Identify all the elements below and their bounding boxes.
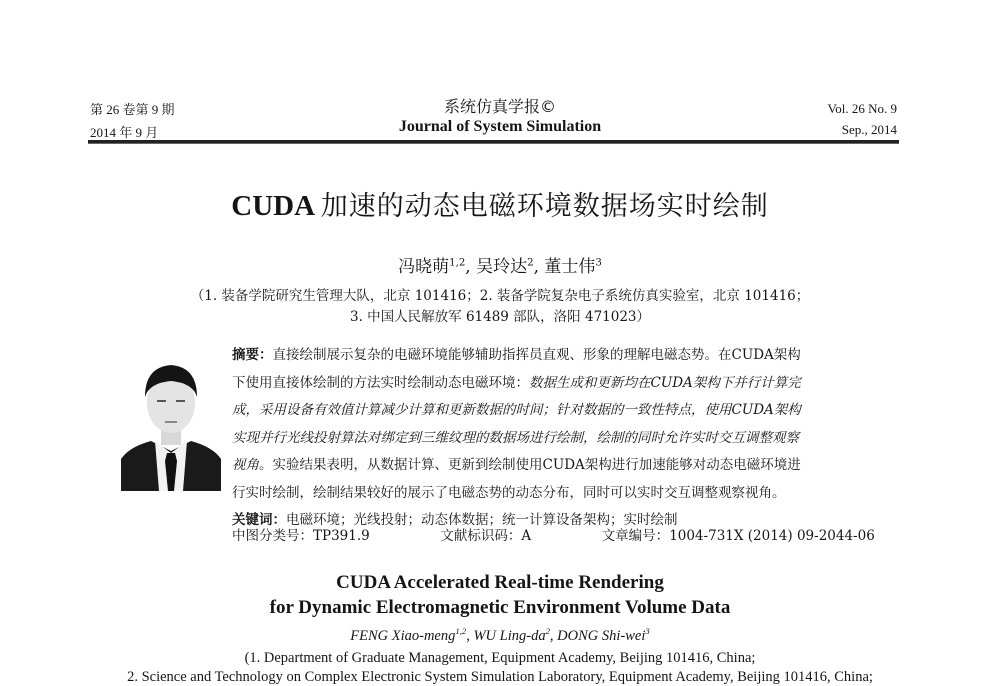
- abstract-text: 直接绘制展示复杂的电磁环境能够辅助指挥员直观、形象的理解电磁态势。在CUDA架构: [272, 347, 801, 363]
- separator: ,: [549, 628, 558, 644]
- authors-en: [0, 628, 1000, 645]
- date-en: Sep., 2014: [841, 122, 897, 137]
- paper-title-cn: [0, 184, 1000, 223]
- volume-issue-en: Vol. 26 No. 9: [827, 101, 897, 116]
- separator: ,: [465, 257, 477, 277]
- doc-code-label: 文献标识码：: [440, 528, 522, 544]
- affiliation-cn-line2: 3. 中国人民解放军 61489 部队，洛阳 471023）: [349, 309, 651, 325]
- title-chinese: 加速的动态电磁环境数据场实时绘制: [320, 191, 769, 222]
- clc-value: TP391.9: [313, 528, 370, 544]
- separator: ,: [466, 628, 474, 644]
- author-affiliation-mark: 3: [645, 626, 650, 637]
- title-latin: CUDA: [231, 190, 321, 222]
- paper-title-en-line2: for Dynamic Electromagnetic Environment Volume Data: [269, 597, 731, 618]
- abstract-line: [232, 342, 887, 370]
- author-name: WU Ling-da: [473, 628, 546, 644]
- abstract-line: 行实时绘制，绘制结果较好的展示了电磁态势的动态分布，同时可以实时交互调整观察视角。: [232, 484, 786, 501]
- affiliation-cn-line1: （1. 装备学院研究生管理大队，北京 101416；2. 装备学院复杂电子系统仿真实验室，北京 101416；: [190, 288, 810, 304]
- authors-cn: [0, 252, 1000, 277]
- author-affiliation-mark: 3: [595, 257, 602, 269]
- date-cn: 2014 年 9 月: [90, 125, 159, 140]
- abstract-text-italic: 视角: [232, 457, 259, 473]
- author-name: 冯晓萌: [398, 257, 450, 277]
- abstract-line: 成，采用设备有效值计算减少计算和更新数据的时间；针对数据的一致性特点，使用CUDA架构: [232, 402, 801, 418]
- abstract-text: 。实验结果表明，从数据计算、更新到绘制使用CUDA架构进行加速能够对动态电磁环境进: [259, 457, 801, 473]
- separator: ,: [533, 257, 545, 277]
- header-divider: [88, 140, 899, 144]
- author-affiliation-mark: 1,2: [455, 626, 467, 637]
- author-affiliation-mark: 2: [527, 257, 534, 269]
- clc-label: 中图分类号：: [232, 528, 313, 544]
- abstract-line: 实现并行光线投射算法对绑定到三维纹理的数据场进行绘制，绘制的同时允许实时交互调整观察: [232, 429, 799, 446]
- author-affiliation-mark: 1,2: [449, 257, 466, 269]
- affiliation-en-line2: 2. Science and Technology on Complex Electronic System Simulation Laboratory, Equipment Academy, Beijing 101416, China;: [127, 669, 873, 685]
- author-name: 董士伟: [544, 257, 596, 277]
- keywords-text: 电磁环境；光线投射；动态体数据；统一计算设备架构；实时绘制: [286, 512, 678, 528]
- abstract-cn: [232, 342, 887, 535]
- author-photo: [121, 351, 221, 491]
- article-no-value: 1004-731X (2014) 09-2044-06: [669, 528, 875, 544]
- abstract-text-italic: 数据生成和更新均在CUDA架构下并行计算完: [529, 374, 801, 391]
- journal-name-en: Journal of System Simulation: [398, 118, 602, 135]
- author-name: FENG Xiao-meng: [350, 628, 456, 644]
- paper-title-en-line1: CUDA Accelerated Real-time Rendering: [336, 572, 664, 593]
- article-no-label: 文章编号：: [601, 528, 670, 544]
- affiliation-en-line1: (1. Department of Graduate Management, Equipment Academy, Beijing 101416, China;: [244, 650, 756, 666]
- abstract-text: 下使用直接体绘制的方法实时绘制动态电磁环境：: [232, 374, 529, 391]
- abstract-label: 摘要：: [232, 347, 273, 363]
- abstract-line: [232, 452, 887, 480]
- journal-name-cn: 系统仿真学报©: [443, 97, 556, 116]
- keywords-label: 关键词：: [232, 512, 286, 528]
- author-name: DONG Shi-wei: [557, 628, 646, 644]
- abstract-line: [232, 370, 887, 398]
- doc-code-value: A: [521, 528, 532, 544]
- volume-issue-cn: 第 26 卷第 9 期: [90, 102, 175, 117]
- author-affiliation-mark: 2: [545, 626, 550, 637]
- author-name: 吴玲达: [476, 257, 528, 277]
- classification-line: [232, 524, 875, 544]
